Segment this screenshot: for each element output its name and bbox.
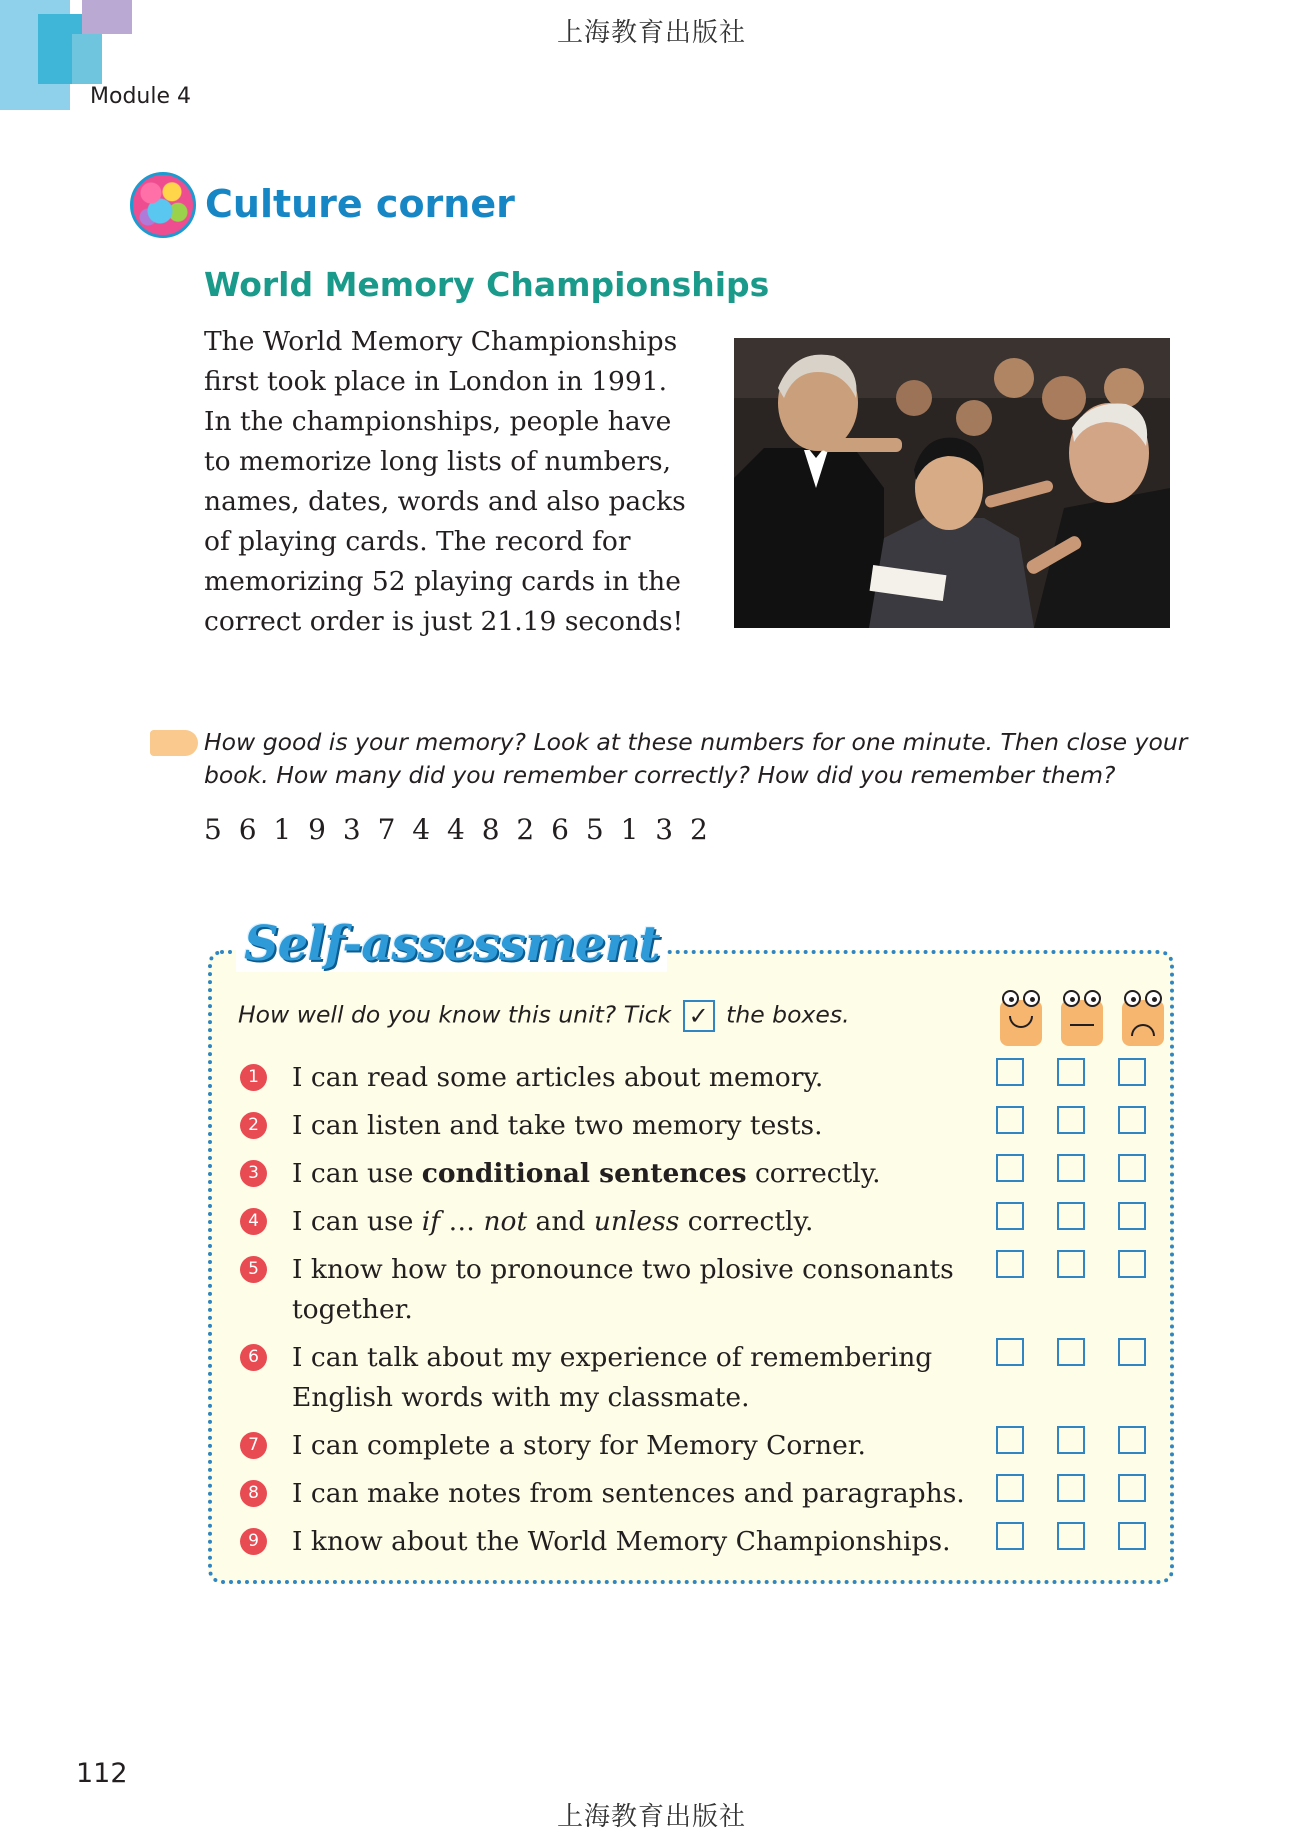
item-line: I can read some articles about memory. [292,1062,824,1093]
item-number-badge: 8 [240,1480,267,1507]
question-text: the boxes. [726,1000,850,1029]
happy-checkbox[interactable] [996,1522,1024,1550]
championship-photo [734,338,1170,628]
task-line: book. How many did you remember correctly? How did you remember them? [204,761,1116,789]
paragraph-line: to memorize long lists of numbers, [204,446,672,477]
paragraph-line: memorizing 52 playing cards in the [204,566,681,597]
eye-icon [1145,990,1162,1007]
item-number-badge: 2 [240,1112,267,1139]
item-line: I know about the World Memory Championships. [292,1526,951,1557]
happy-checkbox[interactable] [996,1154,1024,1182]
happy-checkbox[interactable] [996,1202,1024,1230]
item-italic-term: if [421,1206,441,1237]
sad-checkbox[interactable] [1118,1250,1146,1278]
item-text-part: I can use [292,1158,422,1189]
item-bold-term: conditional sentences [421,1158,747,1189]
assessment-item [292,1474,992,1514]
assessment-item [292,1426,992,1466]
assessment-item [292,1250,992,1330]
happy-checkbox[interactable] [996,1106,1024,1134]
happy-checkbox[interactable] [996,1338,1024,1366]
item-number-badge: 4 [240,1208,267,1235]
item-number-badge: 9 [240,1528,267,1555]
item-line: I know how to pronounce two plosive consonants [292,1254,954,1285]
item-line: I can listen and take two memory tests. [292,1110,823,1141]
assessment-item [292,1202,992,1242]
item-line: I can make notes from sentences and paragraphs. [292,1478,965,1509]
item-italic-term: not [483,1206,528,1237]
publisher-header: 上海教育出版社 [556,18,746,48]
item-text-part: and [527,1206,594,1237]
sad-checkbox[interactable] [1118,1522,1146,1550]
happy-checkbox[interactable] [996,1250,1024,1278]
assessment-item [292,1106,992,1146]
item-line: together. [292,1294,413,1325]
memory-numbers: 5 6 1 9 3 7 4 4 8 2 6 5 1 3 2 [204,813,712,846]
eye-icon [1023,990,1040,1007]
self-assessment-question [238,1000,850,1032]
paragraph-line: The World Memory Championships [204,326,678,357]
paragraph-line: of playing cards. The record for [204,526,631,557]
item-number-badge: 7 [240,1432,267,1459]
happy-checkbox[interactable] [996,1058,1024,1086]
sad-checkbox[interactable] [1118,1426,1146,1454]
eye-icon [1124,990,1141,1007]
paragraph-line: In the championships, people have [204,406,672,437]
article-title: World Memory Championships [204,265,770,304]
item-text-part: I can use [292,1206,422,1237]
paragraph-line: names, dates, words and also packs [204,486,686,517]
neutral-checkbox[interactable] [1057,1106,1085,1134]
item-italic-term: unless [593,1206,680,1237]
photo-illustration [734,338,1170,628]
happy-checkbox[interactable] [996,1474,1024,1502]
neutral-face-icon [1061,1000,1103,1046]
neutral-checkbox[interactable] [1057,1058,1085,1086]
item-line: I can complete a story for Memory Corner. [292,1430,866,1461]
page-number: 112 [76,1758,128,1789]
assessment-item [292,1522,992,1562]
eye-icon [1002,990,1019,1007]
smile-mouth [1009,1016,1033,1028]
memory-task-instructions [204,726,1204,792]
item-line: I can talk about my experience of remembering [292,1342,933,1373]
culture-corner-icon [130,172,196,238]
neutral-checkbox[interactable] [1057,1250,1085,1278]
flat-mouth [1070,1024,1094,1026]
item-line [292,1154,992,1194]
assessment-item [292,1058,992,1098]
tick-example-icon: ✓ [683,1000,715,1032]
item-number-badge: 3 [240,1160,267,1187]
paragraph-line: correct order is just 21.19 seconds! [204,606,684,637]
section-title: Culture corner [205,182,515,226]
assessment-item [292,1154,992,1194]
neutral-checkbox[interactable] [1057,1426,1085,1454]
task-line: How good is your memory? Look at these numbers for one minute. Then close your [204,728,1188,756]
self-assessment-title: Self-assessment [236,916,667,972]
sad-checkbox[interactable] [1118,1106,1146,1134]
happy-face-icon [1000,1000,1042,1046]
sad-checkbox[interactable] [1118,1154,1146,1182]
sad-checkbox[interactable] [1118,1202,1146,1230]
item-line: English words with my classmate. [292,1382,750,1413]
neutral-checkbox[interactable] [1057,1522,1085,1550]
neutral-checkbox[interactable] [1057,1154,1085,1182]
eye-icon [1063,990,1080,1007]
neutral-checkbox[interactable] [1057,1474,1085,1502]
frown-mouth [1131,1024,1155,1036]
happy-checkbox[interactable] [996,1426,1024,1454]
sad-face-icon [1122,1000,1164,1046]
neutral-checkbox[interactable] [1057,1338,1085,1366]
item-number-badge: 6 [240,1344,267,1371]
neutral-checkbox[interactable] [1057,1202,1085,1230]
item-number-badge: 1 [240,1064,267,1091]
sad-checkbox[interactable] [1118,1338,1146,1366]
publisher-footer: 上海教育出版社 [556,1802,746,1832]
item-number-badge: 5 [240,1256,267,1283]
question-text: How well do you know this unit? Tick [238,1000,672,1029]
module-label: Module 4 [90,84,191,109]
eye-icon [1084,990,1101,1007]
item-line [292,1202,992,1242]
sad-checkbox[interactable] [1118,1474,1146,1502]
paragraph-line: first took place in London in 1991. [204,366,668,397]
item-text-part: correctly. [746,1158,881,1189]
item-text-part: correctly. [679,1206,814,1237]
task-marker [150,730,198,756]
article-paragraph [204,322,704,642]
item-text-part: … [440,1206,484,1237]
assessment-item [292,1338,992,1418]
sad-checkbox[interactable] [1118,1058,1146,1086]
